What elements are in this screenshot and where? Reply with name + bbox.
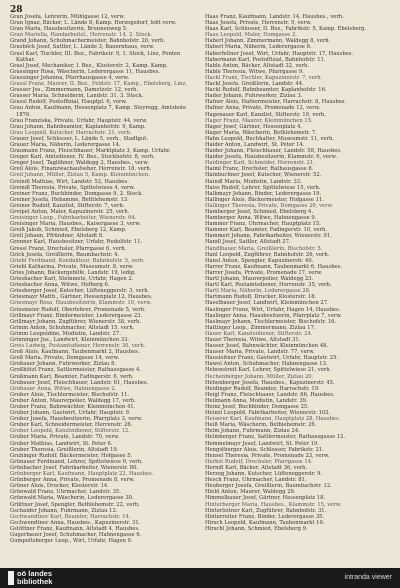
directory-entry: Greindl Mathias, Wirt, Landstr. 52, Hausbes. bbox=[10, 178, 129, 185]
directory-entry: Hinterleitner Karl, Zugführer, Bahnhofstr. 31. bbox=[205, 507, 327, 514]
directory-entry: Hallinger Alois, Bäckermeister, Hofgasse 11. bbox=[205, 196, 324, 203]
directory-entry: Griesmayr Rosa, Hausbesitzerin, Klammstr. 10, verw. bbox=[10, 300, 152, 307]
directory-entry: Hahn Leopold, Buchhalter, Museumstr. 11, verh. bbox=[205, 135, 335, 142]
directory-entry: Greger Josef, Taglöhner, Waldegg 2, Hausbes., verw. bbox=[10, 160, 149, 167]
directory-entry: Haas Franz, Kaufmann, Landstr. 14, Hausbes., verh. bbox=[205, 14, 344, 20]
directory-entry: Grüttner Josef, Spengler, Bethlehemstr. 22, verh. bbox=[10, 501, 140, 508]
directory-entry: Haberl Johann, Zimmermann, Waldegg 8, verh. bbox=[205, 38, 331, 45]
directory-entry: Hager Franz, Maurer, Kleinmünchen 15. bbox=[205, 117, 313, 124]
directory-entry: Griesbacher Karl, Steinmetz, Urfahr, Hagen 2. bbox=[10, 276, 134, 283]
directory-entry: Grassl Rudolf, Postoffizial, Hauptpl. 6, verw. bbox=[10, 99, 128, 106]
directory-entry: Gruber Karl, Schneidermeister, Herrenstr. 26. bbox=[10, 422, 133, 429]
directory-entry: Haas Leopold, Maler, Domgasse 2. bbox=[205, 32, 297, 39]
directory-entry: Handl Josef, Sattler, Altstadt 27. bbox=[205, 239, 291, 246]
viewer-footer bbox=[0, 568, 400, 588]
directory-entry: Grünberger Anna, Private, Promenade 8, verw. bbox=[10, 477, 135, 484]
directory-entry: Hengstberger Alois, Schlosser, Fabrikstr. 21. bbox=[205, 446, 324, 453]
directory-entry: Gruber Theresia, Greißlerin, Altstadt 19. bbox=[10, 446, 119, 453]
directory-entry: Haas Josefa, Private, Herrenstr. 9, verw. bbox=[205, 20, 312, 27]
directory-entry: Grimm Leopoldine, Modistin, Landstr. 27. bbox=[10, 330, 121, 337]
directory-entry: Gumpoltsberger Leop., Wirt, Urfahr, Hagen 9. bbox=[10, 538, 133, 545]
directory-entry: Gries Johann, Bäckergehilfe, Landstr. 19, ledig. bbox=[10, 269, 136, 276]
directory-entry: Groß Alois, Kaufmann, Taubenmarkt 2, Hausbes. bbox=[10, 349, 140, 356]
directory-entry: Griesbacher Anna, Witwe, Hofberg 6. bbox=[10, 282, 110, 289]
directory-entry: Grasböck Josef, Sattler, L. Lände 3, Bauernhaus, verw. bbox=[10, 44, 155, 51]
directory-entry: Gressl Franz, Drechsler, Pfarrgasse 6, verh. bbox=[10, 245, 127, 252]
directory-entry: Herbst Rudolf, Drechsler, Pfarrgasse 14. bbox=[205, 458, 313, 465]
directory-entry: Heidinger Rudolf, Beamter, Harrachstr. 19. bbox=[205, 385, 320, 392]
directory-entry: Hartmann Rudolf, Drucker, Klosterstr. 18. bbox=[205, 294, 317, 301]
directory-entry: Herzog Johann, Kutscher, Lüfteneggerstr. 9. bbox=[205, 471, 323, 478]
directory-entry: Greil Alois, Finanzwachaufseher, Herrenstr. 18, verh. bbox=[10, 166, 152, 173]
directory-entry: Helm Johann, Fuhrmann, Zizlau 24. bbox=[205, 428, 300, 435]
directory-entry: Grünberger Karl, Kaufmann, Hauptplatz 22, Hausbes. bbox=[10, 471, 154, 478]
directory-entry: Heiß Maria, Wäscherin, Bethlehemstr. 26. bbox=[205, 422, 317, 429]
directory-entry: Hiebl Anton, Maurer, Waldegg 29. bbox=[205, 489, 296, 496]
directory-entry: Hauer Theresia, Witwe, Altstadt 31. bbox=[205, 336, 301, 343]
directory-entry: Greiß Jakob, Schmied, Ebelsberg 12, Kamp. bbox=[10, 227, 127, 234]
directory-entry: Gruber Alois, Tischlermeister, Bischofstr. 11. bbox=[10, 391, 130, 398]
directory-entry: Großbötzl Franz, Sattlermeister, Rathausgasse 4. bbox=[10, 367, 142, 374]
directory-entry: Hansl Anton, Spengler, Kapuzinerstr. 40. bbox=[205, 257, 314, 264]
directory-entry: Griesmeier Rudolf, Oberlehrer, Promenade 5, verh. bbox=[10, 306, 146, 313]
directory-entry: Hager Josef, Gärtner, Hessenplatz 4. bbox=[205, 123, 303, 130]
directory-entry: Haberfellner Josef, Wirt, Urfahr, Hauptstr. 17, Hausbes. bbox=[205, 50, 354, 57]
directory-entry: Haider Josefa, Hausbesitzerin, Klammstr. 6, verw. bbox=[205, 154, 337, 161]
directory-entry: Haidinger Karl, Schneider, Herrenstr. 21. bbox=[205, 160, 315, 167]
directory-entry: Grauer Maria, Näherin, Lederergasse 14. bbox=[10, 141, 121, 148]
directory-entry: Hauser Josef, Bahnwächter, Kleinmünchen 48. bbox=[205, 343, 329, 350]
directory-entry: Hackl Josefa, Greißlerin, Landstr. 44. bbox=[205, 81, 304, 88]
directory-entry: Grau Leopold, Kutscher, Harrachstr. 21, verh. bbox=[10, 129, 132, 136]
directory-entry: Grassinger Rosa, Wäscherin, Lederergasse 11, Hausbes. bbox=[10, 68, 161, 75]
directory-entry: Hausleitner Franz, Gastwirt, Urfahr, Hauptstr. 25. bbox=[205, 355, 339, 362]
directory-entry: Hammer Karl, Beamter, Fadingerstr. 10, verh. bbox=[205, 227, 328, 234]
directory-entry: Grillmayr Franz, Bindermeister, Lederergasse 23. bbox=[10, 312, 143, 319]
logo-mark-icon bbox=[8, 571, 14, 585]
directory-entry: Gruber Anton, Maurerpolier, Waldegg 17, verh. bbox=[10, 397, 136, 404]
directory-entry: Grasser Jos., Zimmermann, Dametzstr. 12, verh. bbox=[10, 87, 138, 94]
directory-entry: Grenner Karl, Hausbesitzer, Urfahr, Rudolfstr. 11. bbox=[10, 239, 143, 246]
directory-entry: Gschwendtner Anna, Hausbes., Kapuzinerstr. 31. bbox=[10, 519, 141, 526]
directory-entry: Heiserer Karl, Kaufmann, Hauptplatz 28, Hausbes. bbox=[205, 416, 341, 423]
directory-entry: Greisinger Maria, Hausbes., Kaisergasse 3, verw. bbox=[10, 221, 141, 228]
directory-entry: Gruber Maria, Private, Landstr. 70, verw. bbox=[10, 434, 120, 441]
directory-entry: Greisinger Leop., Fabrikarbeiter, Wienerstr. 64. bbox=[10, 215, 137, 222]
directory-entry: Haiss Rudolf, Lehrer, Spittelwiese 15, verh. bbox=[205, 184, 321, 191]
directory-entry: Grell Johann, Pfründner, Altstadt 8. bbox=[10, 233, 104, 240]
directory-entry: Hamberger Anna, Witwe, Hahnengasse 9. bbox=[205, 215, 317, 222]
directory-entry: Griebl Ferdinand, Kondukteur, Bahnhofstr. 5, verh. bbox=[10, 257, 145, 264]
directory-entry: Haslinger Anna, Hausbesitzerin, Pfarrplatz 7, verw. bbox=[205, 312, 342, 319]
directory-entry: Haslinger Franz, Wirt, Urfahr, Hagen 14, Hausbes. bbox=[205, 306, 341, 313]
directory-entry: Gschaider Johann, Fuhrmann, Zizlau 12. bbox=[10, 507, 118, 514]
directory-entry: Hensel Theresia, Private, Promenade 23, verw. bbox=[205, 452, 330, 459]
directory-entry: Greiner Franz, Buchbinder, Domgasse 9, 2. Stock. bbox=[10, 190, 144, 197]
directory-entry: Gran Mariella, Handarbeitsl., Herrenstr. 14, 2. Stock. bbox=[10, 32, 153, 39]
directory-entry: Grasser Maria, Schneiderin, Landstr. 31, 3. Stock. bbox=[10, 93, 144, 100]
directory-entry: Hackl Franz, Tischler, Kapuzinerstr. 7, verh. bbox=[205, 74, 323, 81]
directory-entry: Gran Ignaz, Bäcker, L. Lände 8, Kamp. Herzogsdorf, lebt verw. bbox=[10, 20, 177, 27]
directory-entry: Gran Maria, Hausbesitzerin, Brunnenweg 5. bbox=[10, 26, 128, 33]
directory-entry: Hammerl Johann, Fabrikarbeiter, Wienerstr. 91. bbox=[205, 233, 332, 240]
directory-entry: Grassl Franz, Maurer, II. Bez., Feldstr. 17, Kamp., Ebelsberg, Linz. bbox=[10, 81, 187, 88]
directory-entry: Hauser Maria, Private, Landstr. 77, verw. bbox=[205, 349, 315, 356]
directory-entry: Hartl Maria, Näherin, Lederergasse 28. bbox=[205, 288, 311, 295]
directory-entry: Haas Karl, Schlosser, II. Bez., Fabrikstr. 5, Kamp. Ebelsberg. bbox=[205, 26, 367, 33]
directory-entry: Grubinger Rudolf, Bäckermeister, Hofgasse 5. bbox=[10, 452, 133, 459]
viewer-label[interactable]: intranda viewer bbox=[344, 574, 392, 581]
directory-entry: Hager Maria, Wäscherin, Bethlehemstr. 7. bbox=[205, 129, 317, 136]
directory-entry: Hechenberger Johann, Müller, Zizlau 20. bbox=[205, 373, 314, 380]
directory-entry: Hafner Alois, Hafnermeister, Harrachstr. 8, Hausbes. bbox=[205, 99, 347, 106]
directory-entry: Greiner Rudolf, Kanzlist, Stifterstr. 7, verh. bbox=[10, 202, 125, 209]
directory-entry: Heinz Josef, Buchbinder, Domgasse 25. bbox=[205, 404, 309, 410]
directory-entry: Greger Karl, Amtsdiener, IV. Bez., Stockhofstr. 8, verh. bbox=[10, 154, 155, 161]
directory-entry: Hammer Franz, Uhrmacher, Hauptplatz 15. bbox=[205, 221, 321, 228]
directory-entry: Groß Maria, Private, Domgasse 14, verw. bbox=[10, 355, 120, 362]
directory-entry: Habermann Karl, Postoffizial, Bahnhofstr. 11. bbox=[205, 56, 326, 63]
directory-entry: Helmberger Franz, Sattlermeister, Rathausgasse 12. bbox=[205, 434, 346, 441]
directory-entry: Grand Johann, Schuhmachermeister, Bahnhofstr. 20, verh. bbox=[10, 38, 165, 45]
logo-line-1: oö landes bbox=[17, 569, 53, 578]
directory-entry: Großmann Karl, Beamter, Fadingerstr. 6, verh. bbox=[10, 373, 134, 380]
directory-entry: Grasl Josef, Mechaniker, I. Bez., Klosterstr. 2, Kamp. Kamp. bbox=[10, 62, 168, 69]
directory-entry: Grois Ludwig, Postamtsdiener, Herrenstr. 30, verh. bbox=[10, 343, 146, 350]
directory-entry: Grau Anton, Kaufmann, Hessenplatz 7, Kamp. Steyregg, Amtsbote 1876. bbox=[10, 105, 187, 118]
directory-entry: Grimm Anton, Schuhmacher, Altstadt 15, verh. bbox=[10, 324, 135, 331]
directory-entry: Hawel Anton, Schuhmacher, Hahnengasse 13. bbox=[205, 361, 328, 368]
directory-entry: Hesch Franz, Uhrmacher, Landstr. 81. bbox=[205, 477, 307, 484]
logo-line-2: bibliothek bbox=[17, 576, 53, 586]
directory-entry: Hartl Johann, Maurerpolier, Waldegg 23. bbox=[205, 276, 314, 283]
directory-entry: Hemmelmayr Josef, Landwirt, St. Peter 19. bbox=[205, 440, 319, 447]
directory-entry: Grauer Josef, Schlosser, L. Lände 5, verh., Stadtgut. bbox=[10, 135, 149, 142]
directory-entry: Hinterreiter Franz, Binder, Lederergasse 35. bbox=[205, 513, 325, 520]
directory-entry: Harrer Josefa, Private, Promenade 17, verw. bbox=[205, 269, 323, 276]
directory-entry: Graumann Franz, Fleischhauer, Marktplatz 3, Kamp. Urfahr. bbox=[10, 148, 171, 155]
directory-entry: Hainbuchner Josef, Kutscher, Wienerstr. 52. bbox=[205, 172, 322, 179]
directory-entry: Heigl Franz, Fleischhauer, Landstr. 66, Hausbes. bbox=[205, 391, 335, 398]
directory-entry: Hartl Karl, Postamtsdiener, Herrenstr. 35, verh. bbox=[205, 282, 332, 289]
directory-entry: Gruber Leopold, Kanzleidiener, Stifterstr. 12. bbox=[10, 428, 130, 435]
directory-entry: Hirsch Leopold, Kaufmann, Taubenmarkt 10. bbox=[205, 519, 325, 526]
directory-entry: Hirschl Johann, Schmied, Ebelsberg 9. bbox=[205, 525, 308, 532]
directory-entry: Gruber Josefa, Hausbesitzerin, Pfarrplatz 3, verw. bbox=[10, 416, 143, 423]
directory-entry: Heilmann Anna, Modistin, Landstr. 39. bbox=[205, 397, 308, 404]
directory-entry: Hallinger Theresia, Private, Domgasse 20, verw. bbox=[205, 202, 334, 209]
directory-entry: Greiner Josefa, Hebamme, Bethlehemstr. 13. bbox=[10, 196, 129, 203]
directory-entry: Greipel Anton, Maler, Kapuzinerstr. 25, verh. bbox=[10, 209, 130, 215]
directory-entry: Hebenstreit Karl, Lehrer, Spittelwiese 21, verh. bbox=[205, 367, 332, 374]
directory-entry: Hafner Anna, Private, Promenade 12, verw. bbox=[205, 105, 321, 112]
directory-entry: Grinninger Jos., Landwirt, Kleinmünchen 33. bbox=[10, 336, 130, 343]
directory-entry: Haindl Maria, Modistin, Landstr. 33. bbox=[205, 178, 302, 185]
directory-entry: Grünauer Ferdinand, Lehrer, Spittelwiese 9, verh. bbox=[10, 458, 143, 465]
right-column bbox=[205, 14, 391, 566]
directory-entry: Grüner Alois, Drucker, Klosterstr. 14. bbox=[10, 483, 109, 490]
directory-entry: Hable Theresia, Witwe, Pfarrgasse 9. bbox=[205, 68, 304, 75]
directory-entry: Gruber Franz, Bahnwächter, Kleinmünchen 41. bbox=[10, 404, 136, 410]
directory-entry: Gstöttner Franz, Kaufmann, Altstadt 4, Hausbes. bbox=[10, 525, 140, 532]
directory-entry: Grillmayr Johann, Zugführer, Wienerstr. 38, verh. bbox=[10, 318, 142, 325]
directory-entry: Heinzl Leopold, Fabrikarbeiter, Wienerstr. 102. bbox=[205, 410, 331, 417]
directory-entry: Gran Josefa, Lehrerin, Mühlgasse 12, verw. bbox=[10, 14, 125, 20]
directory-entry: Gruber Johann, Gastwirt, Urfahr, Hauptstr. 9. bbox=[10, 410, 131, 417]
directory-entry: Griebl Katharina, Private, Museumstr. 8, verw. bbox=[10, 263, 134, 270]
left-column bbox=[10, 14, 196, 566]
directory-entry: Grünwald Franz, Uhrmacher, Landstr. 35. bbox=[10, 489, 121, 496]
page-number: 28 bbox=[10, 5, 23, 15]
directory-entry: Harrer Franz, Kaufmann, Taubenmarkt 6, Hausbes. bbox=[205, 263, 342, 270]
directory-entry: Griesmayr Matth., Gärtner, Hessenplatz 12, Hausbes. bbox=[10, 294, 153, 301]
directory-entry: Grünbacher Josef, Fabrikarbeiter, Wienerstr. 80. bbox=[10, 464, 139, 471]
directory-entry: Heuberger Josefa, Greißlerin, Baumbachstr. 12. bbox=[205, 483, 332, 490]
directory-entry: Hattinger Leop., Zimmermann, Zizlau 17. bbox=[205, 324, 316, 331]
directory-entry: Hehenberger Josefa, Hausbes., Kapuzinerstr. 45. bbox=[205, 379, 335, 386]
directory-entry: Haslmayr Johann, Tischlermeister, Bischofstr. 16. bbox=[205, 318, 337, 325]
directory-entry: Himmelbauer Josef, Gärtner, Hessenplatz 18. bbox=[205, 495, 326, 502]
directory-entry: Griesberger Josef, Kutscher, Lüfteneggerstr. 3, verh. bbox=[10, 288, 150, 295]
logo-text bbox=[17, 570, 52, 585]
directory-entry: Hackl Rudolf, Bahnbeamter, Kaplanhofstr. 16. bbox=[205, 87, 327, 94]
directory-entry: Grasl Karl, Tischler, III. Bez., Fabrikstr. 9, 1. Stock, Linz, Ponten Kathar. bbox=[10, 50, 181, 63]
directory-entry: Herndl Karl, Bäcker, Altstadt 36, verh. bbox=[205, 464, 308, 471]
directory-entry: Gruber Mathias, Landwirt, St. Peter 6. bbox=[10, 440, 113, 447]
directory-entry: Hanl Leopold, Zugführer, Bahnhofstr. 26, verh. bbox=[205, 251, 330, 258]
directory-entry: Grau Franziska, Private, Urfahr, Hauptstr. 44, verw. bbox=[10, 117, 148, 124]
directory-entry: Grubauer Anna, Witwe, Hahnengasse 2. bbox=[10, 385, 117, 392]
directory-entry: Haselbauer Josef, Landwirt, Kleinmünchen 27. bbox=[205, 300, 329, 307]
directory-entry: Haider Johann, Fleischhauer, Landstr. 58, Hausbes. bbox=[205, 148, 342, 155]
directory-entry: Hable Anton, Bäcker, Altstadt 22, verh. bbox=[205, 62, 310, 69]
directory-entry: Handlbauer Maria, Greißlerin, Bischofstr. 5. bbox=[205, 245, 323, 252]
directory-entry: Greindl Theresia, Private, Spittelwiese 4, verw. bbox=[10, 184, 136, 191]
directory-entry: Grubauer Josef, Fleischhauer, Landstr. 61, Hausbes. bbox=[10, 379, 149, 386]
directory-entry: Grau Johann, Bahnbeamter, Kaplanhofstr. 9, Kamp. bbox=[10, 123, 146, 130]
directory-entry: Gschwandtner Karl, Beamter, Harrachstr. 14. bbox=[10, 513, 131, 520]
directory-entry: Haiml Franz, Drechsler, Rathausgasse 8. bbox=[205, 166, 314, 173]
directory-entry: Hamberger Josef, Schmied, Ebelsberg 4. bbox=[205, 209, 314, 215]
directory-entry: Haider Anton, Landwirt, St. Peter 14. bbox=[205, 141, 305, 148]
directory-entry: Gugerbauer Josef, Schuhmacher, Hahnengasse 6. bbox=[10, 531, 142, 538]
directory-entry: Grassinger Johanna, Pfarrhausgasse 4, verw. bbox=[10, 74, 130, 81]
directory-entry: Hagenauer Karl, Kanzlist, Stifterstr. 19, verh. bbox=[205, 111, 326, 118]
directory-entry: Grünwald Maria, Wäscherin, Lederergasse 30. bbox=[10, 495, 134, 502]
directory-entry: Hader Johann, Fuhrwerker, Zizlau 3. bbox=[205, 93, 303, 100]
directory-entry: Hinterberger Maria, Hausbes., Klammstr. 15, verw. bbox=[205, 501, 342, 508]
library-logo[interactable] bbox=[8, 570, 52, 585]
directory-entry: Grick Josefa, Greißlerin, Baumbachstr. 4. bbox=[10, 251, 120, 258]
directory-entry: Hauer Karl, Kanzleidiener, Stifterstr. 24. bbox=[205, 330, 313, 337]
directory-entry: Großauer Johann, Fuhrwerker, Zizlau 8. bbox=[10, 361, 117, 368]
directory-entry: Haberl Maria, Näherin, Lederergasse 6. bbox=[205, 44, 312, 51]
directory-entry: Greil Johann, Müller, Zizlau 5, Kamp. Kleinmünchen. bbox=[10, 172, 150, 179]
directory-entry: Halbmayr Johann, Binder, Lederergasse 19. bbox=[205, 190, 322, 197]
